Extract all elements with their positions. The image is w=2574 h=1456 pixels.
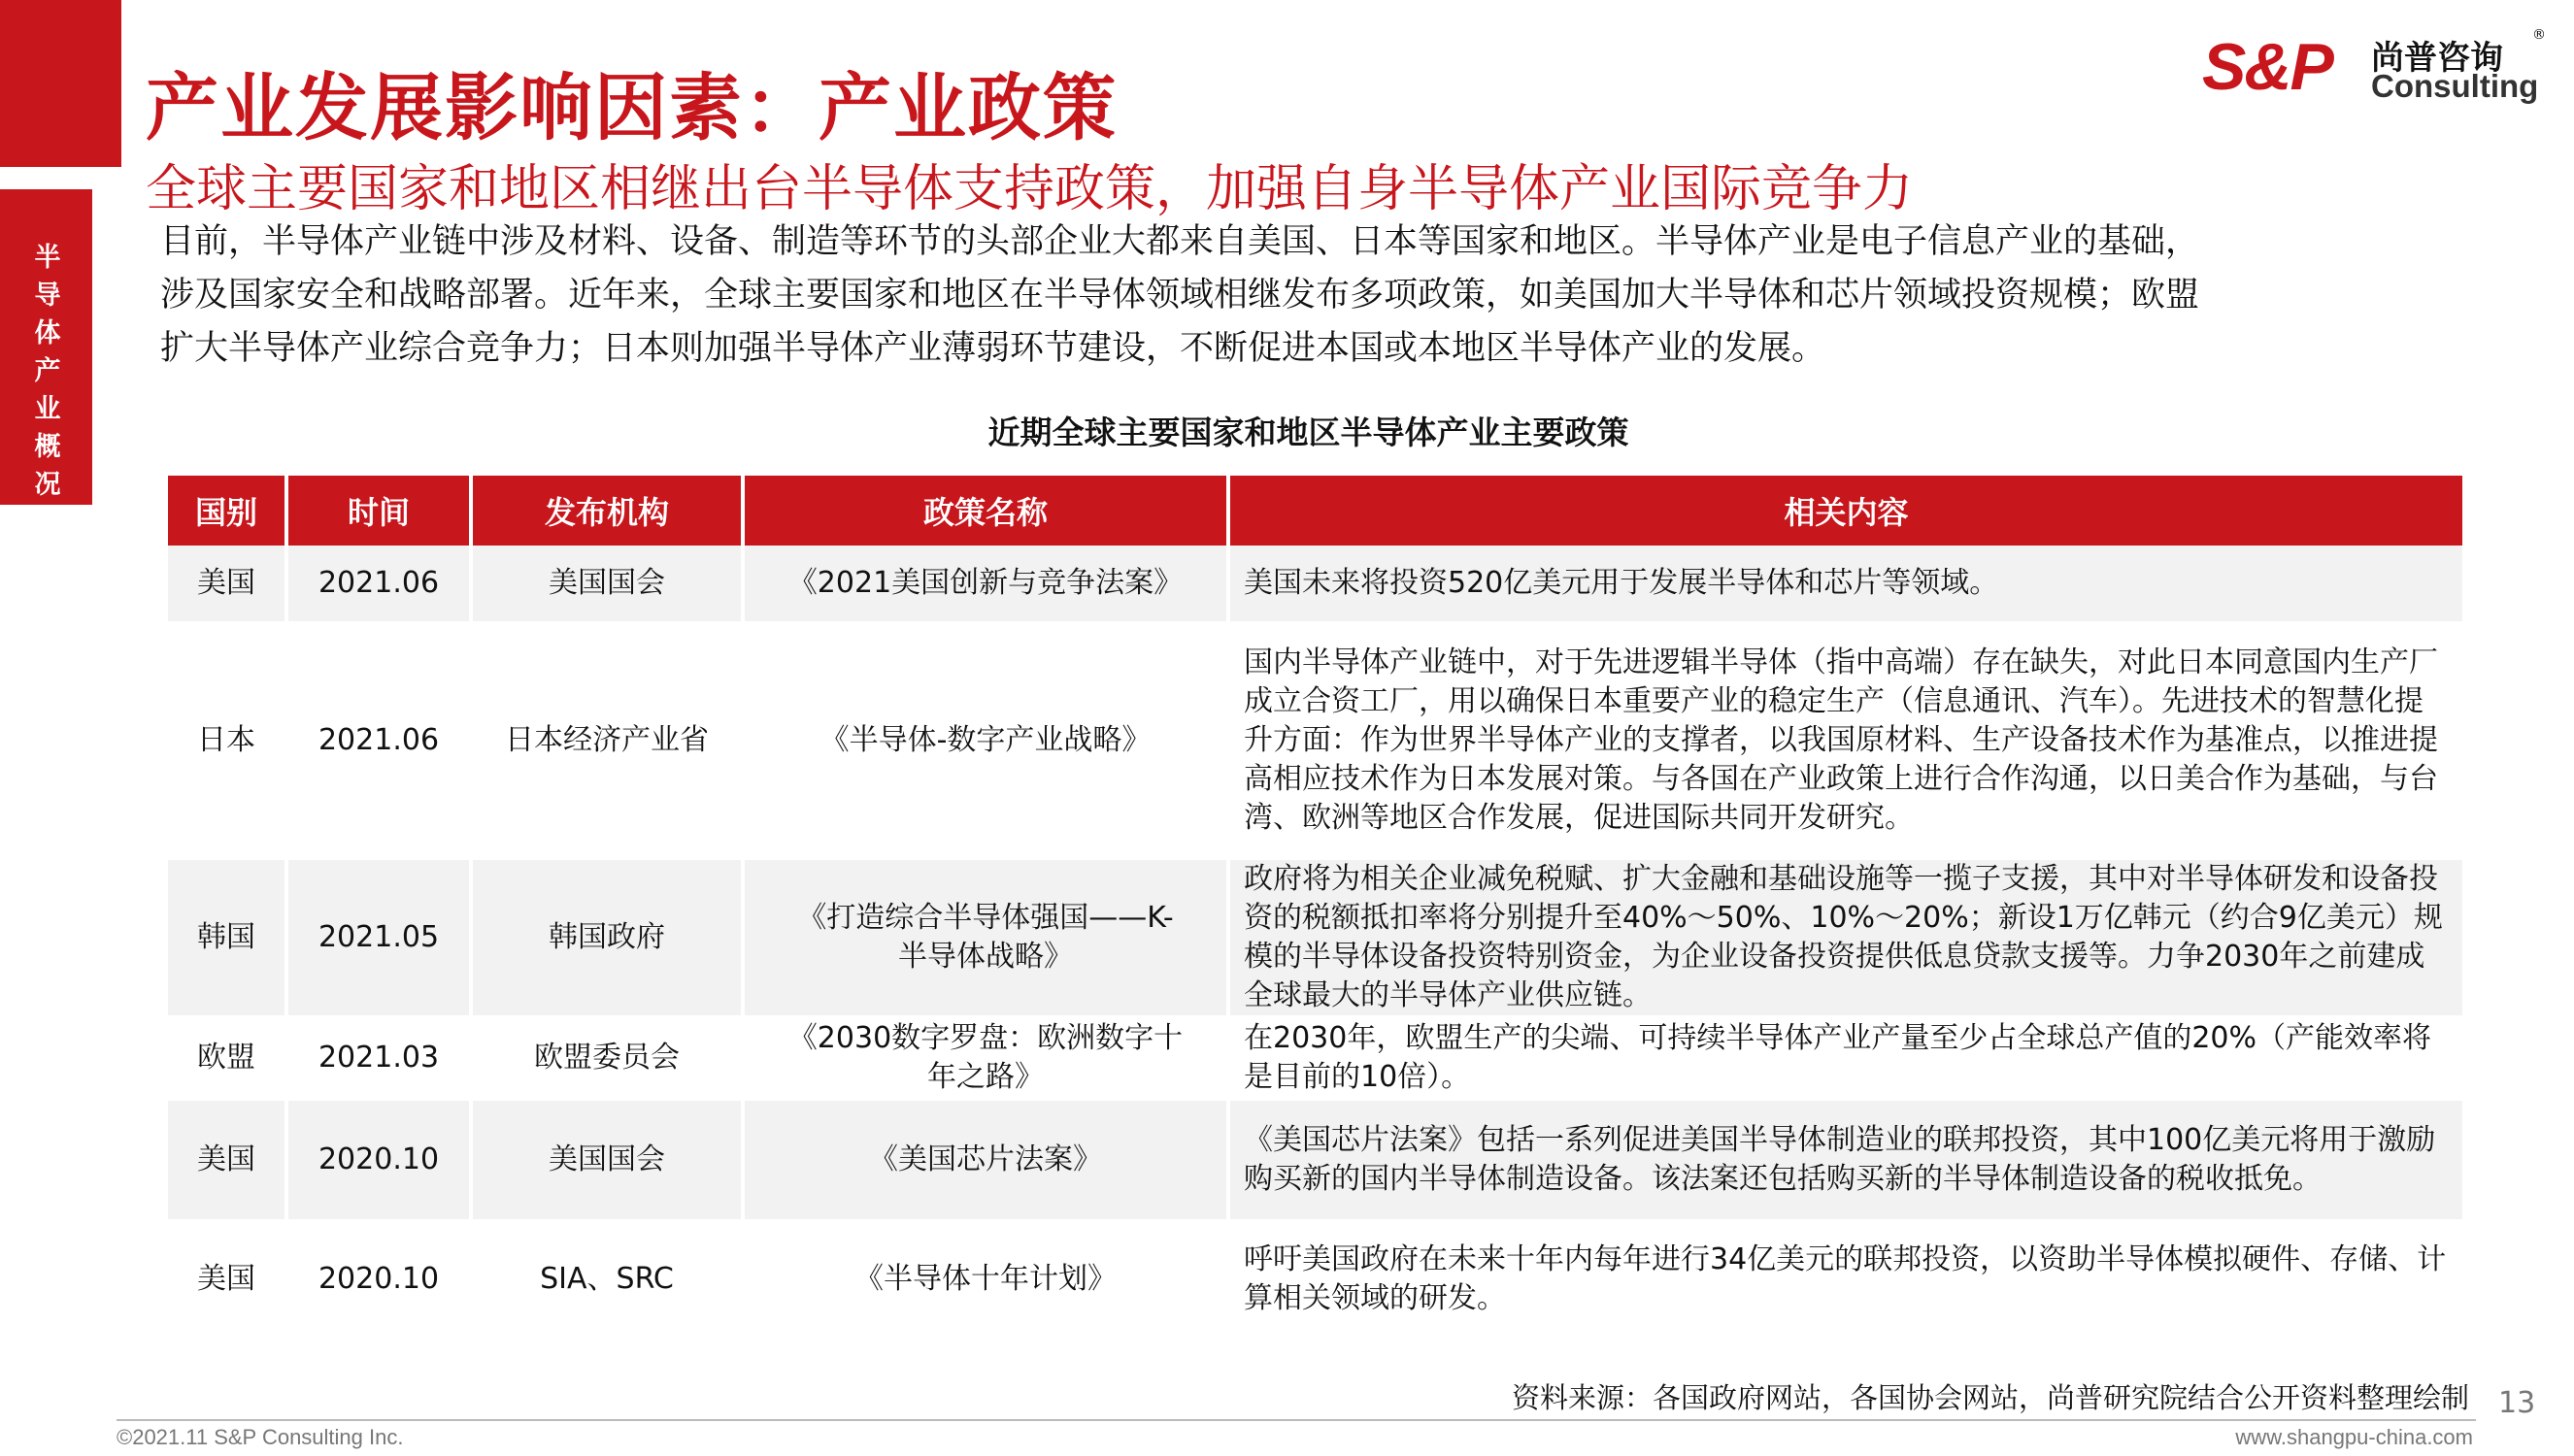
- cell-content: 政府将为相关企业减免税赋、扩大金融和基础设施等一揽子支援，其中对半导体研发和设备投资的税额抵扣率将分别提升至40%～50%、10%～20%；新设1万亿韩元（约合9亿美元）规模的半导体设备投资特别资金，为企业设备投资提供低息贷款支援等。力争2030年之前建成全球最大的半导体产业供应链。: [1228, 858, 2462, 1017]
- cell-agency: SIA、SRC: [471, 1221, 743, 1338]
- table-header-row: [168, 476, 2462, 546]
- table-caption: 近期全球主要国家和地区半导体产业主要政策: [987, 414, 1629, 451]
- table-row: [168, 1099, 2462, 1221]
- cell-policy: 《打造综合半导体强国——K-半导体战略》: [743, 858, 1228, 1017]
- intro-line: 扩大半导体产业综合竞争力；日本则加强半导体产业薄弱环节建设，不断促进本国或本地区半导体产业的发展。: [160, 329, 1826, 368]
- header-accent-block: [0, 0, 121, 167]
- cell-policy: 《2021美国创新与竞争法案》: [743, 546, 1228, 623]
- cell-country: 韩国: [168, 858, 286, 1017]
- cell-country: 欧盟: [168, 1017, 286, 1099]
- column-header-content: 相关内容: [1228, 476, 2462, 546]
- policy-table: [168, 476, 2462, 1340]
- cell-content: 在2030年，欧盟生产的尖端、可持续半导体产业产量至少占全球总产值的20%（产能效率将是目前的10倍）。: [1228, 1017, 2462, 1099]
- column-header-date: 时间: [286, 476, 471, 546]
- footer-website-link[interactable]: www.shangpu-china.com: [2235, 1425, 2473, 1449]
- source-note: 资料来源：各国政府网站，各国协会网站，尚普研究院结合公开资料整理绘制: [1511, 1381, 2469, 1414]
- page-number: 13: [2498, 1386, 2536, 1420]
- cell-agency: 美国国会: [471, 1099, 743, 1221]
- cell-policy: 《半导体-数字产业战略》: [743, 623, 1228, 858]
- cell-content: 呼吁美国政府在未来十年内每年进行34亿美元的联邦投资，以资助半导体模拟硬件、存储、计算相关领域的研发。: [1228, 1221, 2462, 1338]
- cell-content: 《美国芯片法案》包括一系列促进美国半导体制造业的联邦投资，其中100亿美元将用于激励购买新的国内半导体制造设备。该法案还包括购买新的半导体制造设备的税收抵免。: [1228, 1099, 2462, 1221]
- intro-paragraph: [160, 215, 2457, 376]
- cell-country: 美国: [168, 546, 286, 623]
- table-row: [168, 858, 2462, 1017]
- cell-date: 2021.06: [286, 623, 471, 858]
- intro-line: 目前，半导体产业链中涉及材料、设备、制造等环节的头部企业大都来自美国、日本等国家和地区。半导体产业是电子信息产业的基础，: [160, 222, 2200, 261]
- cell-content: 国内半导体产业链中，对于先进逻辑半导体（指中高端）存在缺失，对此日本同意国内生产厂成立合资工厂，用以确保日本重要产业的稳定生产（信息通讯、汽车）。先进技术的智慧化提升方面：作为世界半导体产业的支撑者，以我国原材料、生产设备技术作为基准点，以推进提高相应技术作为日本发展对策。与各国在产业政策上进行合作沟通，以日美合作为基础，与台湾、欧洲等地区合作发展，促进国际共同开发研究。: [1228, 623, 2462, 858]
- cell-date: 2020.10: [286, 1099, 471, 1221]
- column-header-policy: 政策名称: [743, 476, 1228, 546]
- table-row: [168, 1221, 2462, 1338]
- cell-agency: 日本经济产业省: [471, 623, 743, 858]
- cell-country: 美国: [168, 1099, 286, 1221]
- cell-date: 2021.05: [286, 858, 471, 1017]
- logo-en-text: Consulting: [2371, 68, 2539, 104]
- cell-policy: 《美国芯片法案》: [743, 1099, 1228, 1221]
- cell-country: 美国: [168, 1221, 286, 1338]
- table-row: [168, 623, 2462, 858]
- footer-copyright: ©2021.11 S&P Consulting Inc.: [117, 1425, 404, 1449]
- page-subtitle: 全球主要国家和地区相继出台半导体支持政策，加强自身半导体产业国际竞争力: [146, 160, 1914, 218]
- table-row: [168, 1017, 2462, 1099]
- cell-agency: 欧盟委员会: [471, 1017, 743, 1099]
- cell-date: 2020.10: [286, 1221, 471, 1338]
- logo-mark: S&P: [2202, 30, 2332, 104]
- section-tab-label: 半导体产业概况: [34, 243, 61, 500]
- cell-date: 2021.03: [286, 1017, 471, 1099]
- cell-agency: 美国国会: [471, 546, 743, 623]
- cell-policy: 《2030数字罗盘：欧洲数字十年之路》: [743, 1017, 1228, 1099]
- cell-content: 美国未来将投资520亿美元用于发展半导体和芯片等领域。: [1228, 546, 2462, 623]
- column-header-agency: 发布机构: [471, 476, 743, 546]
- cell-policy: 《半导体十年计划》: [743, 1221, 1228, 1338]
- page-title: 产业发展影响因素：产业政策: [146, 65, 1119, 150]
- logo-cn-text: 尚普咨询: [2371, 39, 2503, 78]
- intro-line: 涉及国家安全和战略部署。近年来，全球主要国家和地区在半导体领域相继发布多项政策，如美国加大半导体和芯片领域投资规模；欧盟: [160, 276, 2200, 314]
- cell-country: 日本: [168, 623, 286, 858]
- cell-date: 2021.06: [286, 546, 471, 623]
- column-header-country: 国别: [168, 476, 286, 546]
- table-row: [168, 546, 2462, 623]
- logo-registered-mark: ®: [2532, 27, 2546, 43]
- cell-agency: 韩国政府: [471, 858, 743, 1017]
- company-logo: [2202, 29, 2552, 102]
- footer-divider: [117, 1419, 2476, 1421]
